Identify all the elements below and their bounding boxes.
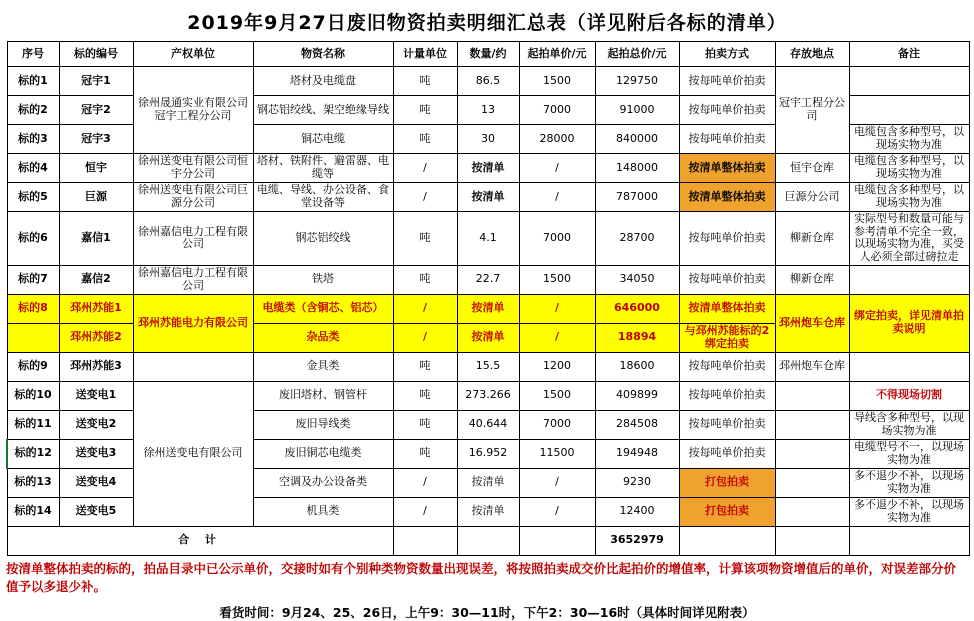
cell-remark: 多不退少不补，以现场实物为准 xyxy=(849,468,969,497)
cell-code: 邳州苏能1 xyxy=(59,294,133,323)
total-note-spacer xyxy=(849,526,969,555)
cell-code: 邳州苏能2 xyxy=(59,323,133,352)
cell-start-unit-price: 7000 xyxy=(519,212,595,266)
table-row xyxy=(7,352,969,381)
cell-code: 冠宇1 xyxy=(59,67,133,96)
cell-auction-mode: 按每吨单价拍卖 xyxy=(679,352,775,381)
cell-auction-mode: 按清单整体拍卖 xyxy=(679,154,775,183)
cell-material-name: 钢芯铝绞线 xyxy=(253,212,393,266)
cell-auction-mode: 按每吨单价拍卖 xyxy=(679,381,775,410)
cell-owner: 徐州晟通实业有限公司冠宇工程分公司 xyxy=(133,67,253,154)
cell-start-unit-price: 1500 xyxy=(519,265,595,294)
cell-auction-mode: 与邳州苏能标的2绑定拍卖 xyxy=(679,323,775,352)
cell-unit: 吨 xyxy=(393,439,457,468)
total-value: 3652979 xyxy=(595,526,679,555)
cell-start-unit-price: / xyxy=(519,294,595,323)
cell-unit: 吨 xyxy=(393,410,457,439)
cell-auction-mode: 按每吨单价拍卖 xyxy=(679,265,775,294)
cell-location xyxy=(775,497,849,526)
cell-owner xyxy=(133,352,253,381)
cell-material-name: 杂品类 xyxy=(253,323,393,352)
cell-unit: 吨 xyxy=(393,67,457,96)
cell-unit: / xyxy=(393,468,457,497)
table-row xyxy=(7,212,969,266)
cell-index: 标的13 xyxy=(7,468,59,497)
header-remark: 备注 xyxy=(849,42,969,67)
table-row xyxy=(7,183,969,212)
cell-auction-mode: 按每吨单价拍卖 xyxy=(679,439,775,468)
cell-remark xyxy=(849,67,969,96)
cell-quantity: 按清单 xyxy=(457,154,519,183)
cell-quantity: 86.5 xyxy=(457,67,519,96)
cell-auction-mode: 打包拍卖 xyxy=(679,468,775,497)
cell-owner: 邳州苏能电力有限公司 xyxy=(133,294,253,352)
cell-unit: 吨 xyxy=(393,125,457,154)
cell-auction-mode: 按清单整体拍卖 xyxy=(679,183,775,212)
cell-code: 嘉信2 xyxy=(59,265,133,294)
cell-index: 标的2 xyxy=(7,96,59,125)
cell-start-total-price: 840000 xyxy=(595,125,679,154)
footer-viewing-time: 看货时间：9月24、25、26日，上午9：30—11时，下午2：30—16时（具体时间详见附表） xyxy=(219,605,755,621)
page-title: 2019年9月27日废旧物资拍卖明细汇总表（详见附后各标的清单） xyxy=(187,12,787,34)
total-qty-spacer xyxy=(457,526,519,555)
cell-owner: 徐州送变电有限公司 xyxy=(133,381,253,526)
cell-owner: 徐州嘉信电力工程有限公司 xyxy=(133,212,253,266)
cell-remark xyxy=(849,265,969,294)
cell-unit: 吨 xyxy=(393,96,457,125)
cell-start-unit-price: 7000 xyxy=(519,96,595,125)
cell-start-unit-price: / xyxy=(519,497,595,526)
cell-start-total-price: 194948 xyxy=(595,439,679,468)
cell-quantity: 273.266 xyxy=(457,381,519,410)
header-start-total-price: 起拍总价/元 xyxy=(595,42,679,67)
cell-index: 标的10 xyxy=(7,381,59,410)
cell-material-name: 钢芯铝绞线、架空绝缘导线 xyxy=(253,96,393,125)
cell-unit: / xyxy=(393,183,457,212)
cell-code: 送变电3 xyxy=(59,439,133,468)
cell-remark: 电缆包含多种型号，以现场实物为准 xyxy=(849,183,969,212)
cell-start-unit-price: 1200 xyxy=(519,352,595,381)
cell-index: 标的1 xyxy=(7,67,59,96)
cell-quantity: 22.7 xyxy=(457,265,519,294)
cell-index: 标的6 xyxy=(7,212,59,266)
cell-index: 标的4 xyxy=(7,154,59,183)
cell-start-total-price: 129750 xyxy=(595,67,679,96)
cell-location: 邳州炮车仓库 xyxy=(775,352,849,381)
cell-material-name: 废旧塔材、钢管杆 xyxy=(253,381,393,410)
cell-start-unit-price: 7000 xyxy=(519,410,595,439)
table-row xyxy=(7,294,969,323)
cell-code: 恒宇 xyxy=(59,154,133,183)
header-index: 序号 xyxy=(7,42,59,67)
auction-summary-table xyxy=(6,41,970,556)
total-price-spacer xyxy=(519,526,595,555)
header-unit: 计量单位 xyxy=(393,42,457,67)
cell-material-name: 铁塔 xyxy=(253,265,393,294)
total-unit-spacer xyxy=(393,526,457,555)
header-material-name: 物资名称 xyxy=(253,42,393,67)
cell-unit: 吨 xyxy=(393,265,457,294)
cell-code: 送变电5 xyxy=(59,497,133,526)
cell-quantity: 按清单 xyxy=(457,323,519,352)
cell-start-total-price: 91000 xyxy=(595,96,679,125)
cell-unit: 吨 xyxy=(393,352,457,381)
cell-material-name: 废旧导线类 xyxy=(253,410,393,439)
cell-index xyxy=(7,323,59,352)
cell-code: 送变电2 xyxy=(59,410,133,439)
cell-material-name: 电缆、导线、办公设备、食堂设备等 xyxy=(253,183,393,212)
cell-remark xyxy=(849,352,969,381)
cell-owner: 徐州送变电有限公司恒宇分公司 xyxy=(133,154,253,183)
cell-start-total-price: 284508 xyxy=(595,410,679,439)
cell-start-total-price: 18894 xyxy=(595,323,679,352)
cell-auction-mode: 打包拍卖 xyxy=(679,497,775,526)
cell-location xyxy=(775,381,849,410)
cell-location: 柳新仓库 xyxy=(775,212,849,266)
cell-material-name: 塔材及电缆盘 xyxy=(253,67,393,96)
header-location: 存放地点 xyxy=(775,42,849,67)
cell-start-total-price: 18600 xyxy=(595,352,679,381)
cell-location: 巨源分公司 xyxy=(775,183,849,212)
cell-start-total-price: 148000 xyxy=(595,154,679,183)
header-code: 标的编号 xyxy=(59,42,133,67)
cell-owner: 徐州嘉信电力工程有限公司 xyxy=(133,265,253,294)
cell-material-name: 机具类 xyxy=(253,497,393,526)
cell-quantity: 16.952 xyxy=(457,439,519,468)
cell-start-total-price: 28700 xyxy=(595,212,679,266)
cell-auction-mode: 按清单整体拍卖 xyxy=(679,294,775,323)
header-quantity: 数量/约 xyxy=(457,42,519,67)
cell-material-name: 电缆类（含铜芯、铝芯） xyxy=(253,294,393,323)
cell-start-unit-price: 11500 xyxy=(519,439,595,468)
cell-index: 标的9 xyxy=(7,352,59,381)
cell-quantity: 按清单 xyxy=(457,294,519,323)
cell-location: 恒宇仓库 xyxy=(775,154,849,183)
cell-code: 送变电4 xyxy=(59,468,133,497)
cell-index: 标的8 xyxy=(7,294,59,323)
cell-material-name: 金具类 xyxy=(253,352,393,381)
cell-location: 柳新仓库 xyxy=(775,265,849,294)
cell-start-unit-price: 1500 xyxy=(519,381,595,410)
cell-material-name: 废旧铜芯电缆类 xyxy=(253,439,393,468)
cell-remark: 多不退少不补，以现场实物为准 xyxy=(849,497,969,526)
cell-start-total-price: 646000 xyxy=(595,294,679,323)
header-start-unit-price: 起拍单价/元 xyxy=(519,42,595,67)
cell-remark xyxy=(849,96,969,125)
cell-location: 冠宇工程分公司 xyxy=(775,67,849,154)
cell-unit: / xyxy=(393,323,457,352)
header-auction-mode: 拍卖方式 xyxy=(679,42,775,67)
table-row xyxy=(7,67,969,96)
total-mode-spacer xyxy=(679,526,775,555)
cell-location xyxy=(775,410,849,439)
cell-location xyxy=(775,468,849,497)
cell-quantity: 13 xyxy=(457,96,519,125)
cell-start-unit-price: / xyxy=(519,154,595,183)
cell-start-total-price: 12400 xyxy=(595,497,679,526)
cell-start-total-price: 787000 xyxy=(595,183,679,212)
cell-code: 送变电1 xyxy=(59,381,133,410)
cell-material-name: 塔材、铁附件、避雷器、电缆等 xyxy=(253,154,393,183)
table-total-row xyxy=(7,526,969,555)
cell-remark: 电缆型号不一，以现场实物为准 xyxy=(849,439,969,468)
cell-index: 标的12 xyxy=(7,439,59,468)
cell-location xyxy=(775,439,849,468)
cell-quantity: 按清单 xyxy=(457,183,519,212)
cell-quantity: 30 xyxy=(457,125,519,154)
cell-start-total-price: 409899 xyxy=(595,381,679,410)
cell-remark: 电缆包含多种型号，以现场实物为准 xyxy=(849,154,969,183)
cell-unit: / xyxy=(393,497,457,526)
cell-quantity: 按清单 xyxy=(457,468,519,497)
cell-index: 标的7 xyxy=(7,265,59,294)
cell-owner: 徐州送变电有限公司巨源分公司 xyxy=(133,183,253,212)
cell-auction-mode: 按每吨单价拍卖 xyxy=(679,125,775,154)
cell-quantity: 4.1 xyxy=(457,212,519,266)
cell-remark: 实际型号和数量可能与参考清单不完全一致，以现场实物为准，买受人必须全部过磅拉走 xyxy=(849,212,969,266)
cell-material-name: 空调及办公设备类 xyxy=(253,468,393,497)
cell-remark: 不得现场切割 xyxy=(849,381,969,410)
cell-start-total-price: 34050 xyxy=(595,265,679,294)
cell-auction-mode: 按每吨单价拍卖 xyxy=(679,67,775,96)
cell-quantity: 40.644 xyxy=(457,410,519,439)
cell-start-unit-price: / xyxy=(519,468,595,497)
cell-index: 标的14 xyxy=(7,497,59,526)
cell-code: 冠宇3 xyxy=(59,125,133,154)
cell-code: 邳州苏能3 xyxy=(59,352,133,381)
cell-auction-mode: 按每吨单价拍卖 xyxy=(679,96,775,125)
cell-code: 嘉信1 xyxy=(59,212,133,266)
table-row xyxy=(7,154,969,183)
table-header-row xyxy=(7,42,969,67)
cell-unit: / xyxy=(393,294,457,323)
cell-index: 标的11 xyxy=(7,410,59,439)
cell-index: 标的5 xyxy=(7,183,59,212)
cell-start-unit-price: 1500 xyxy=(519,67,595,96)
cell-start-unit-price: 28000 xyxy=(519,125,595,154)
cell-remark: 绑定拍卖，详见清单拍卖说明 xyxy=(849,294,969,352)
cell-start-total-price: 9230 xyxy=(595,468,679,497)
cell-remark: 电缆包含多种型号，以现场实物为准 xyxy=(849,125,969,154)
cell-start-unit-price: / xyxy=(519,183,595,212)
table-row xyxy=(7,381,969,410)
cell-quantity: 按清单 xyxy=(457,497,519,526)
cell-auction-mode: 按每吨单价拍卖 xyxy=(679,410,775,439)
total-place-spacer xyxy=(775,526,849,555)
table-row xyxy=(7,265,969,294)
cell-unit: 吨 xyxy=(393,381,457,410)
cell-auction-mode: 按每吨单价拍卖 xyxy=(679,212,775,266)
footer-note: 按清单整体拍卖的标的，拍品目录中已公示单价，交接时如有个别种类物资数量出现误差，将按照拍卖成交价比起拍价的增值率，计算该项物资增值后的单价，对误差部分价值予以多退少补。 xyxy=(6,560,957,595)
cell-code: 冠宇2 xyxy=(59,96,133,125)
cell-quantity: 15.5 xyxy=(457,352,519,381)
cell-remark: 导线含多种型号，以现场实物为准 xyxy=(849,410,969,439)
cell-index: 标的3 xyxy=(7,125,59,154)
cell-location: 邳州炮车仓库 xyxy=(775,294,849,352)
header-owner: 产权单位 xyxy=(133,42,253,67)
cell-code: 巨源 xyxy=(59,183,133,212)
total-label: 合 计 xyxy=(7,526,393,555)
cell-unit: 吨 xyxy=(393,212,457,266)
cell-unit: / xyxy=(393,154,457,183)
cell-material-name: 铜芯电缆 xyxy=(253,125,393,154)
cell-start-unit-price: / xyxy=(519,323,595,352)
